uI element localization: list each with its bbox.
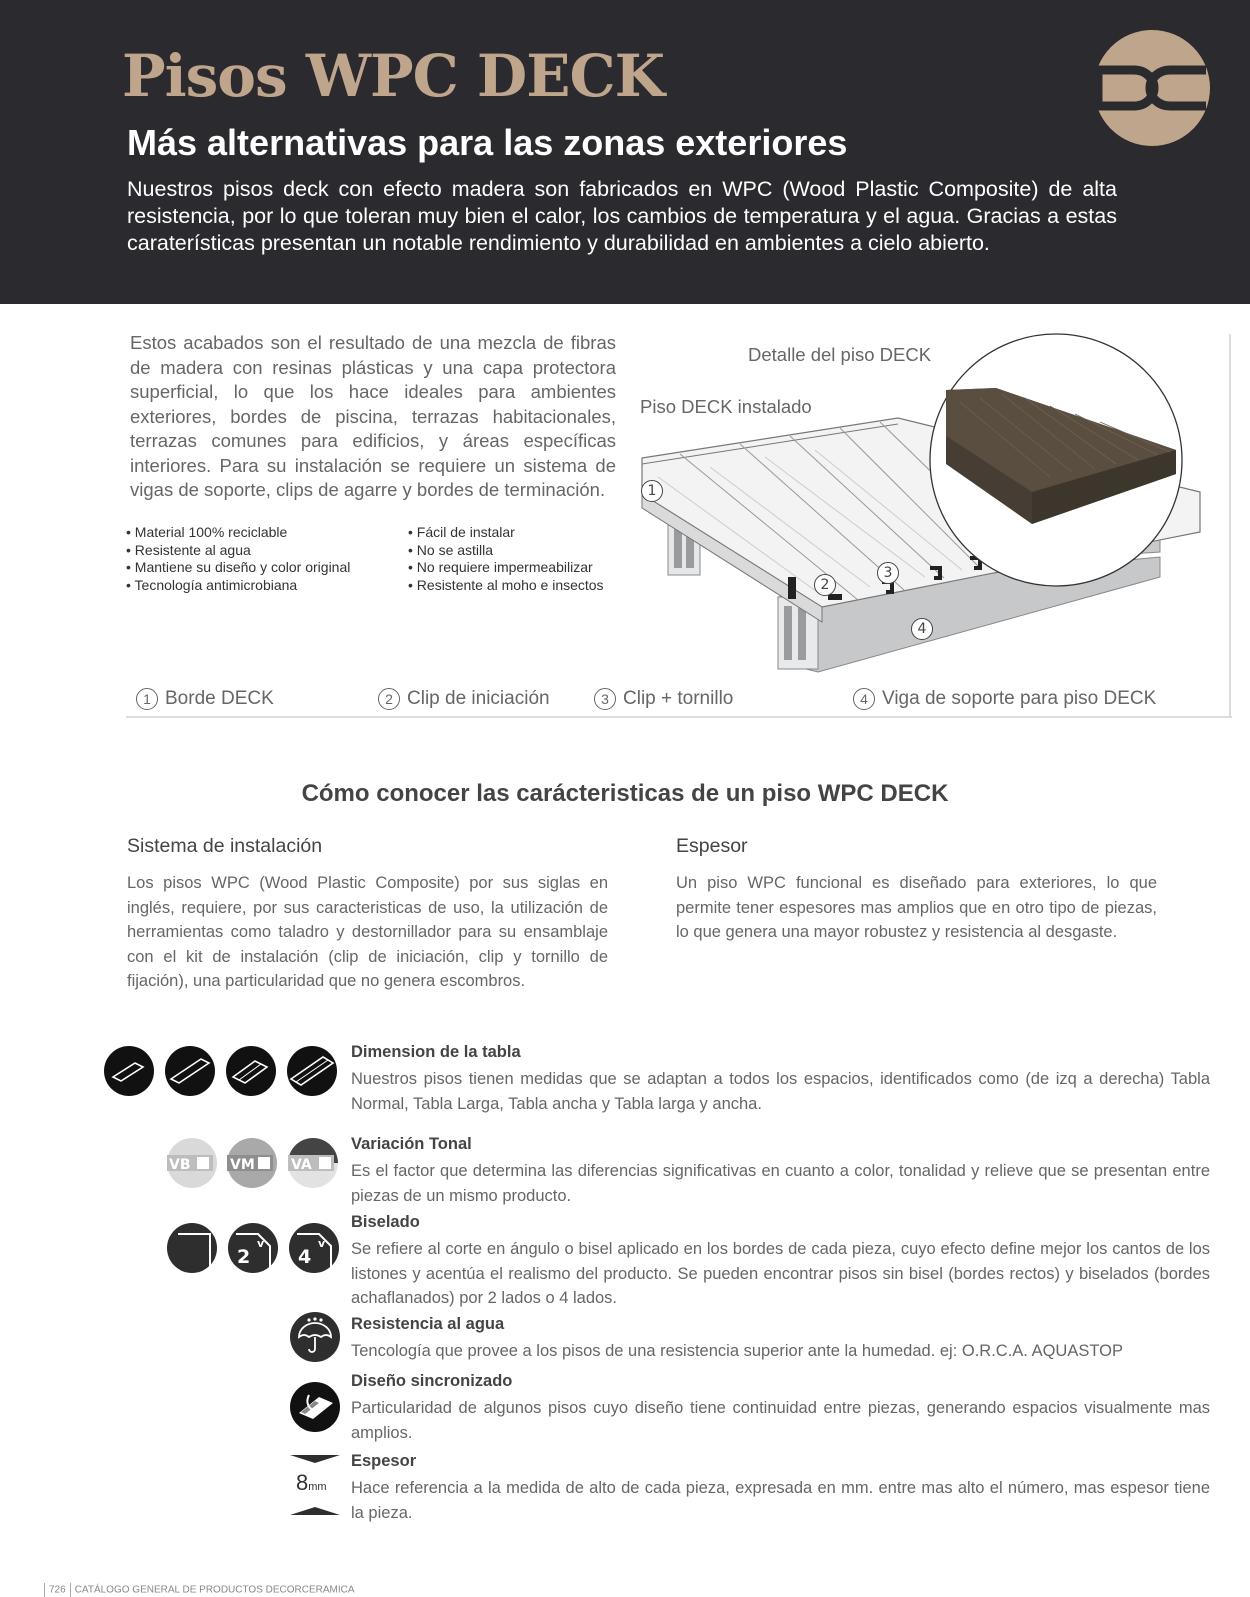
sync-design-icon	[289, 1381, 341, 1433]
feature-body-dimension: Nuestros pisos tienen medidas que se adaptan a todos los espacios, identificados como (de izq a derecha) Tabla Normal, Tabla Larga, Tabla ancha y Tabla larga y ancha.	[351, 1070, 1210, 1113]
thickness-unit: mm	[308, 1481, 327, 1493]
tonal-vb-label: VB	[169, 1157, 191, 1173]
page-subtitle: Más alternativas para las zonas exteriores	[127, 122, 848, 163]
thickness-heading: Espesor	[676, 835, 748, 857]
diagram-border	[1229, 334, 1231, 718]
benefits-list-left	[126, 524, 350, 594]
legend-number: 4	[853, 688, 875, 710]
bevel-2-mark: v	[257, 1237, 265, 1250]
header-banner	[0, 0, 1250, 304]
umbrella-icon	[289, 1311, 341, 1363]
legend-label: Borde DECK	[165, 688, 274, 709]
detail-label: Detalle del piso DECK	[748, 344, 932, 365]
marker-1: 1	[641, 480, 663, 502]
bevel-2-label: 2	[237, 1246, 251, 1268]
deck-installation-diagram	[640, 332, 1232, 712]
legend-item-2	[378, 688, 550, 710]
page-footer	[40, 1583, 355, 1597]
brand-logo-icon	[1094, 30, 1210, 146]
board-dimension-icons	[103, 1045, 341, 1097]
feature-title-thickness: Espesor	[351, 1452, 417, 1470]
legend-item-3	[594, 688, 733, 710]
bevel-4-mark: v	[318, 1237, 326, 1250]
thickness-number: 8	[296, 1470, 309, 1495]
board-long-icon	[165, 1046, 215, 1096]
thickness-paragraph: Un piso WPC funcional es diseñado para exteriores, lo que permite tener espesores mas amplios que en otro tipo de piezas, lo que genera una mayor robustez y resistencia al desgaste.	[676, 874, 1157, 942]
feature-body-sync: Particularidad de algunos pisos cuyo diseño tiene continuidad entre piezas, generando espacios visualmente mas amplios.	[351, 1399, 1210, 1442]
feature-body-tonal: Es el factor que determina las diferencias significativas en cuanto a color, tonalidad y relieve que se presentan entre piezas de un mismo producto.	[351, 1162, 1210, 1205]
feature-title-water: Resistencia al agua	[351, 1315, 505, 1333]
list-item: • No se astilla	[408, 542, 604, 560]
list-item: • No requiere impermeabilizar	[408, 559, 604, 577]
tonal-vm-label: VM	[230, 1157, 255, 1173]
list-item: • Tecnología antimicrobiana	[126, 577, 350, 595]
legend-label: Viga de soporte para piso DECK	[882, 688, 1157, 709]
legend-number: 2	[378, 688, 400, 710]
bevel-4-label: 4	[298, 1246, 312, 1268]
marker-2: 2	[814, 574, 836, 596]
materials-paragraph: Estos acabados son el resultado de una mezcla de fibras de madera con resinas plásticas y una capa protectora superficial, lo que los hace ideales para ambientes exteriores, bordes de piscina, terrazas habitacionales, terrazas comunes para edificios, y áreas específicas interiores. Para su instalación se requiere un sistema de vigas de soporte, clips de agarre y bordes de terminación.	[130, 332, 616, 500]
intro-paragraph: Nuestros pisos deck con efecto madera son fabricados en WPC (Wood Plastic Composite) de alta resistencia, por lo que toleran muy bien el calor, los cambios de temperatura y el agua. Gracias a estas caraterísticas presentan un notable rendimiento y durabilidad en ambientes a cielo abierto.	[127, 177, 1117, 255]
board-long-wide-icon	[287, 1046, 337, 1096]
list-item: • Resistente al agua	[126, 542, 350, 560]
legend-item-4	[853, 688, 1156, 710]
marker-3: 3	[877, 562, 899, 584]
installed-label: Piso DECK instalado	[640, 396, 812, 417]
installation-paragraph: Los pisos WPC (Wood Plastic Composite) por sus siglas en inglés, requiere, por sus caracteristicas de uso, la utilización de herramientas como taladro y destornillador para su ensamblaje con el kit de instalación (clip de iniciación, clip y tornillo de fijación), una particularidad que no genera escombros.	[127, 874, 608, 991]
installation-heading: Sistema de instalación	[127, 835, 323, 857]
feature-body-bevel: Se refiere al corte en ángulo o bisel aplicado en los bordes de cada pieza, cuyo efecto define mejor los cantos de los listones y acentúa el realismo del producto. Se pueden encontrar pisos sin bisel (bordes rectos) y biselados (bordes achaflanados) por 2 lados o 4 lados.	[351, 1240, 1210, 1307]
legend-label: Clip + tornillo	[623, 688, 734, 709]
feature-body-thickness: Hace referencia a la medida de alto de cada pieza, expresada en mm. entre mas alto el número, mas espesor tiene la pieza.	[351, 1479, 1210, 1522]
legend-number: 1	[136, 688, 158, 710]
list-item: • Fácil de instalar	[408, 524, 604, 542]
feature-title-bevel: Biselado	[351, 1213, 420, 1231]
marker-4: 4	[911, 618, 933, 640]
bevel-icons	[166, 1222, 340, 1274]
catalog-name: CATÁLOGO GENERAL DE PRODUCTOS DECORCERAMICA	[74, 1584, 355, 1596]
section-title: Cómo conocer las carácteristicas de un piso WPC DECK	[301, 780, 949, 807]
feature-title-dimension: Dimension de la tabla	[351, 1043, 521, 1061]
deck-illustration	[640, 332, 1232, 712]
feature-title-tonal: Variación Tonal	[351, 1135, 472, 1153]
list-item: • Mantiene su diseño y color original	[126, 559, 350, 577]
board-normal-icon	[104, 1046, 154, 1096]
thickness-value	[296, 1470, 327, 1496]
legend-item-1	[136, 688, 274, 710]
legend-label: Clip de iniciación	[407, 688, 550, 709]
feature-body-water: Tencología que provee a los pisos de una resistencia superior ante la humedad. ej: O.R.C.A. AQUASTOP	[351, 1342, 1123, 1360]
page-title: Pisos WPC DECK	[122, 42, 665, 110]
list-item: • Resistente al moho e insectos	[408, 577, 604, 595]
benefits-list-right	[408, 524, 604, 594]
list-item: • Material 100% reciclable	[126, 524, 350, 542]
page-number: 726	[49, 1584, 66, 1596]
legend-divider	[126, 716, 1232, 718]
legend-number: 3	[594, 688, 616, 710]
feature-title-sync: Diseño sincronizado	[351, 1372, 513, 1390]
board-wide-icon	[226, 1046, 276, 1096]
tonal-va-label: VA	[291, 1157, 312, 1173]
